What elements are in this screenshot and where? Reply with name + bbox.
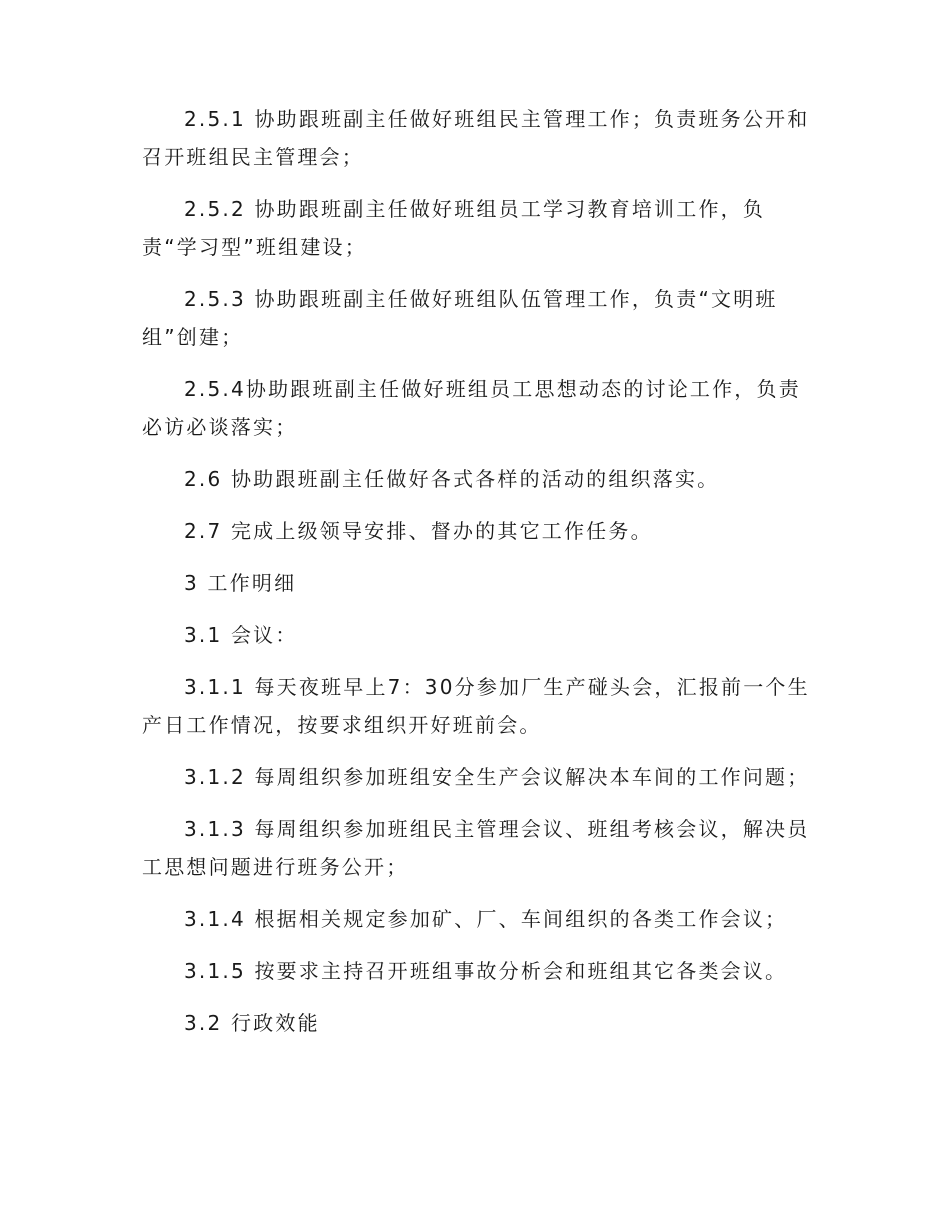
section-heading-3: 3 工作明细	[184, 571, 297, 595]
paragraph-2-6: 2.6 协助跟班副主任做好各式各样的活动的组织落实。	[184, 467, 720, 491]
paragraph-3-1-5: 3.1.5 按要求主持召开班组事故分析会和班组其它各类会议。	[184, 959, 788, 983]
document-body	[142, 100, 810, 1056]
paragraph-2-5-1: 2.5.1 协助跟班副主任做好班组民主管理工作；负责班务公开和召开班组民主管理会；	[142, 107, 810, 169]
paragraph-3-1-4: 3.1.4 根据相关规定参加矿、厂、车间组织的各类工作会议；	[184, 907, 788, 931]
paragraph-2-5-3: 2.5.3 协助跟班副主任做好班组队伍管理工作，负责“文明班组”创建；	[142, 287, 778, 349]
paragraph-3-1-2: 3.1.2 每周组织参加班组安全生产会议解决本车间的工作问题；	[184, 765, 810, 789]
paragraph-3-1-3: 3.1.3 每周组织参加班组民主管理会议、班组考核会议，解决员工思想问题进行班务公开；	[142, 817, 810, 879]
paragraph-2-5-2: 2.5.2 协助跟班副主任做好班组员工学习教育培训工作，负责“学习型”班组建设；	[142, 197, 766, 259]
section-heading-3-1: 3.1 会议：	[184, 623, 298, 647]
section-heading-3-2: 3.2 行政效能	[184, 1011, 320, 1035]
paragraph-2-5-4: 2.5.4协助跟班副主任做好班组员工思想动态的讨论工作，负责必访必谈落实；	[142, 377, 801, 439]
paragraph-2-7: 2.7 完成上级领导安排、督办的其它工作任务。	[184, 519, 653, 543]
paragraph-3-1-1: 3.1.1 每天夜班早上7：30分参加厂生产碰头会，汇报前一个生产日工作情况，按要求组织开好班前会。	[142, 675, 810, 737]
